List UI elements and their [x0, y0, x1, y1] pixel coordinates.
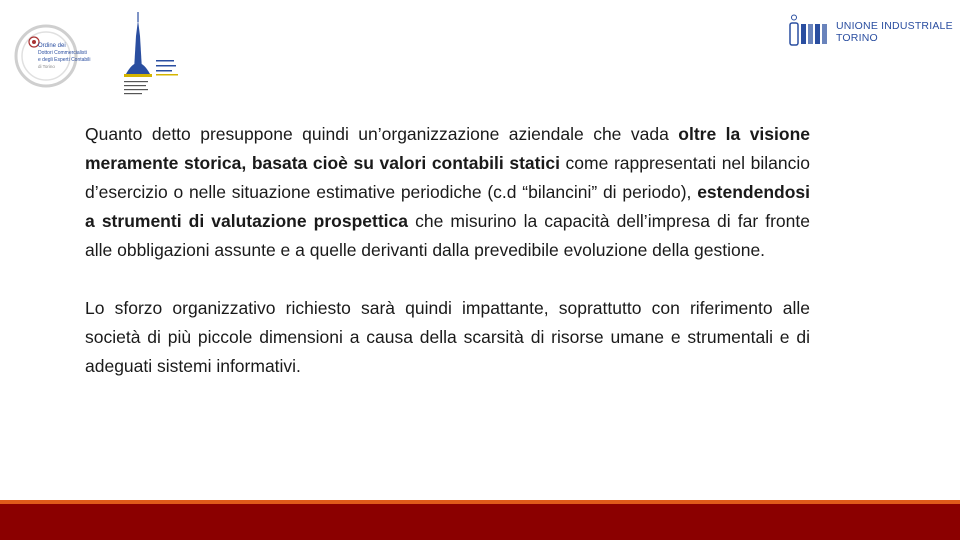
paragraph-1	[85, 120, 810, 265]
paragraph-1-text-1: Quanto detto presuppone quindi un’organizzazione aziendale che vada	[85, 124, 679, 144]
ordine-commercialisti-seal-icon	[16, 26, 91, 86]
unione-industriale-emblem-icon	[790, 15, 827, 45]
paragraph-1-text-2: come rappresentati nel bilancio d’esercizio o nelle situazione estimative periodiche (c.d “bilancini” di periodo),	[85, 153, 810, 202]
unione-industriale-wordmark	[836, 20, 953, 44]
unione-industriale-name: UNIONE INDUSTRIALE	[836, 20, 953, 32]
unione-industriale-city: TORINO	[836, 32, 878, 44]
slide-body	[85, 120, 810, 381]
ordine-logo-text-3: e degli Esperti Contabili	[38, 57, 91, 63]
footer-bar	[0, 504, 960, 540]
paragraph-2-text-1: Lo sforzo organizzativo richiesto sarà quindi impattante, soprattutto con riferimento alle società di più piccole dimensioni a causa della scarsità di risorse umane e strumentali e di adeguati sistemi informativi.	[85, 298, 810, 376]
ordine-logo-text-1: Ordine dei	[38, 43, 66, 49]
ordine-logo-text-4: di Torino	[38, 64, 55, 69]
ordine-commercialisti-logo	[10, 12, 180, 102]
paragraph-1-bold-2: estendendosi a strumenti di valutazione prospettica	[85, 182, 810, 231]
paragraph-1-text-3: che misurino la capacità dell’impresa di far fronte alle obbligazioni assunte e a quelle derivanti dalla prevedibile evoluzione della gestione.	[85, 211, 810, 260]
mole-antonelliana-icon	[124, 12, 178, 94]
paragraph-1-bold-1: oltre la visione meramente storica, basata cioè su valori contabili statici	[85, 124, 810, 173]
paragraph-2	[85, 294, 810, 381]
ordine-logo-text-2: Dottori Commercialisti	[38, 50, 87, 56]
